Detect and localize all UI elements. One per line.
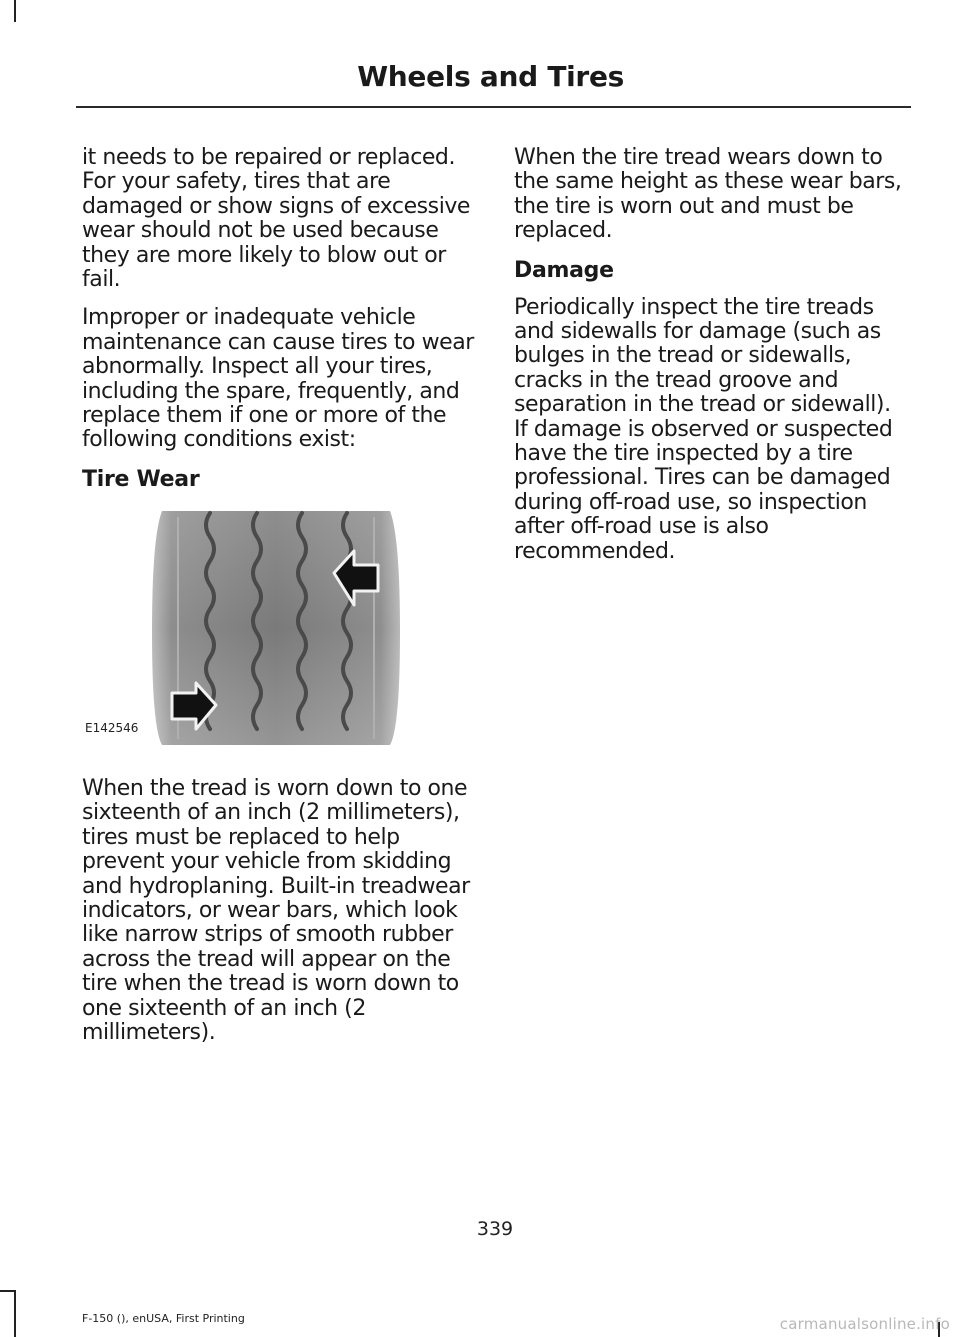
paragraph: Improper or inadequate vehicle maintenance can cause tires to wear abnormally. Inspect all your tires, including the spare, frequently, and replace them if one or more of the following conditions exist: — [82, 305, 474, 453]
section-heading-tire-wear: Tire Wear — [82, 466, 200, 492]
crop-mark-bottom-left-h — [0, 1290, 16, 1292]
page-header-title: Wheels and Tires — [357, 60, 624, 93]
paragraph: Periodically inspect the tire treads and sidewalls for damage (such as bulges in the tread or sidewalls, cracks in the tread groove and separation in the tread or sidewall). If damage is observed or suspected have the tire inspected by a tire professional. Tires can be damaged during off-road use, so inspection after off-road use is also recommended. — [514, 294, 893, 564]
figure-code: E142546 — [85, 720, 139, 735]
paragraph: When the tire tread wears down to the same height as these wear bars, the tire is worn out and must be replaced. — [514, 145, 902, 244]
header-divider — [76, 106, 911, 108]
crop-mark-top-left — [14, 0, 16, 22]
crop-mark-bottom-left — [14, 1290, 16, 1337]
watermark[interactable]: carmanualsonline.info — [779, 1315, 950, 1333]
page-number: 339 — [476, 1218, 514, 1240]
paragraph: it needs to be repaired or replaced. For your safety, tires that are damaged or show signs of excessive wear should not be used because they are more likely to blow out or fail. — [82, 145, 471, 293]
left-column — [82, 146, 482, 1059]
right-column — [514, 146, 909, 578]
tire-tread-illustration — [82, 507, 482, 757]
tire-tread-figure — [82, 507, 482, 757]
section-heading-damage: Damage — [514, 257, 614, 283]
edition-footer: F-150 (), enUSA, First Printing — [82, 1312, 245, 1325]
paragraph: When the tread is worn down to one sixteenth of an inch (2 millimeters), tires must be replaced to help prevent your vehicle from skidding and hydroplaning. Built-in treadwear indicators, or wear bars, which look like narrow strips of smooth rubber across the tread will appear on the tire when the tread is worn down to one sixteenth of an inch (2 millimeters). — [82, 775, 470, 1045]
